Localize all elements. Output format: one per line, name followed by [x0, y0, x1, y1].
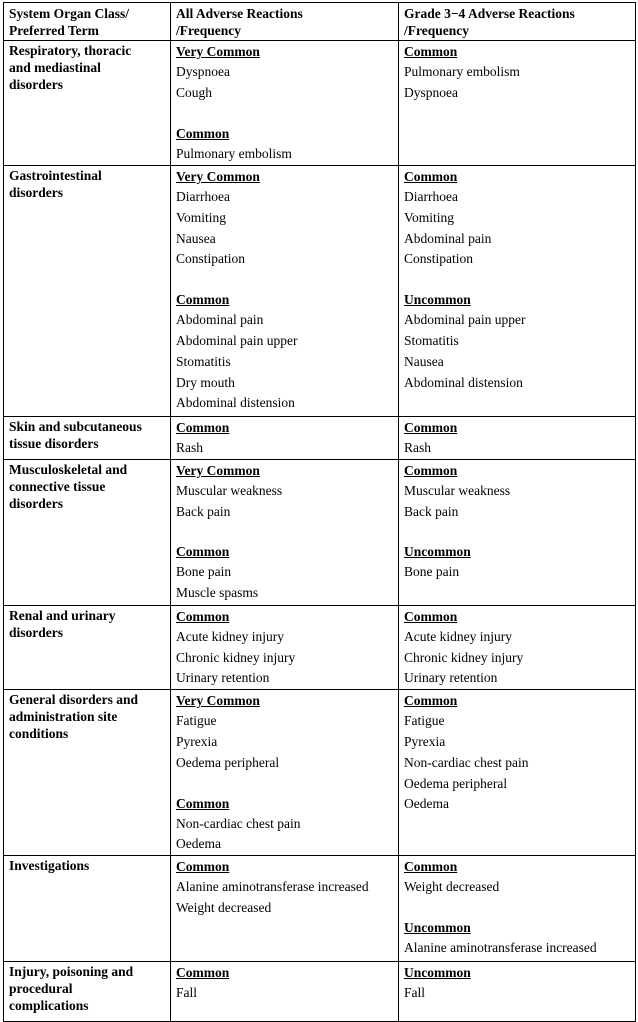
group-spacer [404, 898, 630, 918]
group-spacer [404, 270, 630, 290]
table-row [4, 605, 636, 689]
frequency-heading: Very Common [176, 462, 260, 478]
table-body [4, 41, 636, 1022]
frequency-heading: Uncommon [404, 965, 471, 981]
group-spacer [404, 522, 630, 542]
soc-label: procedural [9, 981, 73, 997]
grade34-reactions-cell [399, 605, 636, 689]
soc-label: Renal and urinary [9, 607, 116, 623]
preferred-term: Oedema peripheral [176, 754, 280, 770]
preferred-term: Acute kidney injury [176, 628, 284, 644]
preferred-term: Fall [176, 985, 198, 1001]
header-line: /Frequency [404, 23, 469, 38]
preferred-term: Muscular weakness [176, 482, 283, 498]
header-all [171, 3, 399, 41]
preferred-term: Constipation [176, 251, 246, 267]
preferred-term: Muscular weakness [404, 482, 511, 498]
preferred-term: Alanine aminotransferase increased [404, 939, 597, 955]
grade34-reactions-cell [399, 962, 636, 1022]
soc-label: complications [9, 998, 89, 1014]
preferred-term: Diarrhoea [404, 189, 458, 204]
table-row [4, 166, 636, 417]
preferred-term: Abdominal pain [404, 230, 492, 246]
all-reactions-cell [171, 417, 399, 460]
soc-label: disorders [9, 624, 63, 640]
group-spacer [176, 522, 393, 542]
preferred-term: Non-cardiac chest pain [176, 815, 301, 831]
grade34-reactions-cell [399, 459, 636, 605]
frequency-heading: Uncommon [404, 919, 471, 935]
frequency-heading: Common [176, 420, 230, 435]
header-line: Preferred Term [9, 23, 99, 38]
frequency-heading: Common [404, 608, 458, 624]
preferred-term: Stomatitis [404, 332, 459, 348]
group-spacer [176, 774, 393, 794]
frequency-heading: Uncommon [404, 292, 471, 308]
preferred-term: Urinary retention [176, 670, 270, 686]
soc-label: disorders [9, 77, 63, 92]
preferred-term: Weight decreased [404, 879, 500, 895]
header-soc [4, 3, 171, 41]
preferred-term: Muscle spasms [176, 585, 259, 601]
preferred-term: Abdominal distension [176, 395, 295, 411]
all-reactions-cell [171, 856, 399, 962]
frequency-heading: Common [176, 125, 230, 141]
preferred-term: Acute kidney injury [404, 628, 512, 644]
soc-cell [4, 962, 171, 1022]
frequency-heading: Common [176, 859, 230, 875]
header-line: Grade 3−4 Adverse Reactions [404, 6, 575, 21]
frequency-heading: Very Common [176, 169, 260, 184]
preferred-term: Rash [176, 440, 203, 455]
preferred-term: Abdominal distension [404, 374, 523, 390]
frequency-heading: Very Common [176, 693, 260, 709]
soc-label: disorders [9, 495, 63, 511]
frequency-heading: Common [176, 544, 230, 560]
group-spacer [176, 104, 393, 124]
header-grade34 [399, 3, 636, 41]
soc-cell [4, 856, 171, 962]
grade34-reactions-cell [399, 417, 636, 460]
preferred-term: Pyrexia [404, 733, 446, 749]
all-reactions-cell [171, 690, 399, 856]
preferred-term: Pyrexia [176, 733, 218, 749]
adverse-reactions-table [3, 2, 636, 1022]
all-reactions-cell [171, 962, 399, 1022]
header-line: /Frequency [176, 23, 241, 38]
table-row [4, 417, 636, 460]
header-line: All Adverse Reactions [176, 6, 303, 21]
soc-cell [4, 166, 171, 417]
table-row [4, 856, 636, 962]
frequency-heading: Common [404, 169, 458, 184]
preferred-term: Abdominal pain upper [176, 332, 298, 348]
preferred-term: Oedema [176, 836, 221, 852]
preferred-term: Pulmonary embolism [404, 64, 520, 79]
frequency-heading: Common [404, 44, 458, 59]
soc-label: Musculoskeletal and [9, 461, 128, 477]
soc-label: General disorders and [9, 692, 139, 708]
preferred-term: Non-cardiac chest pain [404, 754, 529, 770]
preferred-term: Fatigue [404, 713, 445, 729]
preferred-term: Abdominal pain upper [404, 312, 526, 328]
preferred-term: Pulmonary embolism [176, 145, 292, 161]
soc-label: Investigations [9, 858, 90, 874]
soc-cell [4, 417, 171, 460]
preferred-term: Chronic kidney injury [176, 649, 296, 665]
all-reactions-cell [171, 605, 399, 689]
grade34-reactions-cell [399, 690, 636, 856]
preferred-term: Dyspnoea [176, 64, 230, 79]
soc-label: disorders [9, 185, 63, 200]
header-line: System Organ Class/ [9, 6, 130, 21]
preferred-term: Cough [176, 84, 213, 100]
preferred-term: Dry mouth [176, 374, 235, 390]
frequency-heading: Uncommon [404, 544, 471, 560]
grade34-reactions-cell [399, 166, 636, 417]
soc-label: conditions [9, 726, 69, 742]
preferred-term: Oedema peripheral [404, 775, 508, 791]
table-row [4, 962, 636, 1022]
header-row [4, 3, 636, 41]
preferred-term: Vomiting [404, 209, 455, 225]
soc-label: Injury, poisoning and [9, 964, 134, 980]
frequency-heading: Common [176, 608, 230, 624]
frequency-heading: Very Common [176, 44, 260, 59]
grade34-reactions-cell [399, 856, 636, 962]
frequency-heading: Common [176, 795, 230, 811]
soc-label: Gastrointestinal [9, 168, 102, 183]
preferred-term: Nausea [404, 353, 444, 369]
preferred-term: Dyspnoea [404, 84, 458, 100]
soc-label: connective tissue [9, 478, 106, 494]
soc-label: administration site [9, 709, 118, 725]
all-reactions-cell [171, 459, 399, 605]
preferred-term: Stomatitis [176, 353, 231, 369]
soc-label: and mediastinal [9, 60, 101, 75]
preferred-term: Nausea [176, 230, 216, 246]
soc-cell [4, 41, 171, 166]
preferred-term: Weight decreased [176, 899, 272, 915]
preferred-term: Bone pain [404, 564, 460, 580]
soc-label: tissue disorders [9, 436, 99, 451]
frequency-heading: Common [404, 859, 458, 875]
frequency-heading: Common [176, 292, 230, 308]
frequency-heading: Common [404, 693, 458, 709]
preferred-term: Constipation [404, 251, 474, 267]
soc-label: Respiratory, thoracic [9, 43, 132, 58]
preferred-term: Chronic kidney injury [404, 649, 524, 665]
frequency-heading: Common [404, 462, 458, 478]
frequency-heading: Common [176, 965, 230, 981]
table-row [4, 690, 636, 856]
preferred-term: Alanine aminotransferase increased [176, 879, 369, 895]
frequency-heading: Common [404, 420, 458, 435]
all-reactions-cell [171, 166, 399, 417]
group-spacer [176, 270, 393, 290]
all-reactions-cell [171, 41, 399, 166]
preferred-term: Urinary retention [404, 670, 498, 686]
preferred-term: Fatigue [176, 713, 217, 729]
soc-cell [4, 459, 171, 605]
table-row [4, 459, 636, 605]
preferred-term: Abdominal pain [176, 312, 264, 328]
preferred-term: Diarrhoea [176, 189, 230, 204]
grade34-reactions-cell [399, 41, 636, 166]
preferred-term: Vomiting [176, 209, 227, 225]
table-row [4, 41, 636, 166]
soc-cell [4, 690, 171, 856]
preferred-term: Back pain [404, 503, 459, 519]
preferred-term: Rash [404, 440, 431, 455]
preferred-term: Bone pain [176, 564, 232, 580]
preferred-term: Oedema [404, 796, 449, 812]
soc-cell [4, 605, 171, 689]
preferred-term: Fall [404, 985, 426, 1001]
soc-label: Skin and subcutaneous [9, 419, 142, 434]
preferred-term: Back pain [176, 503, 231, 519]
